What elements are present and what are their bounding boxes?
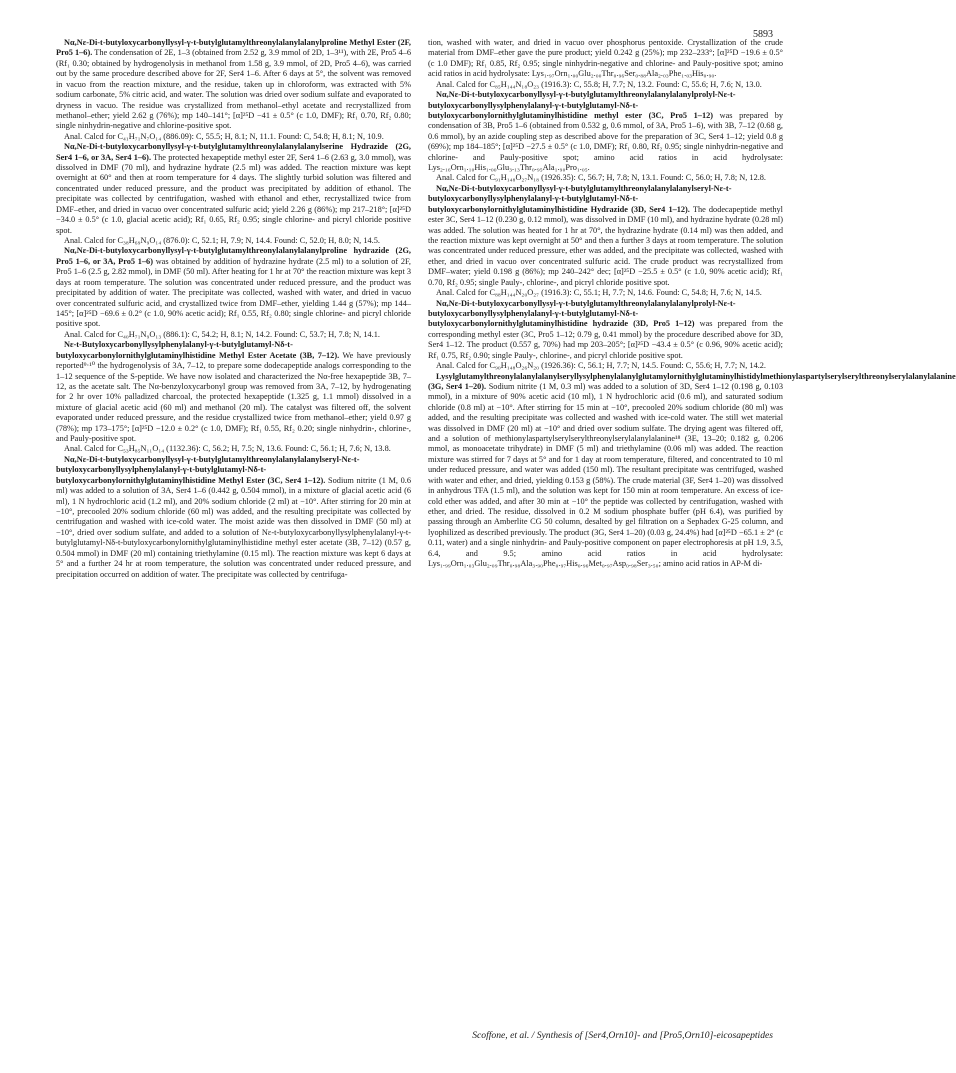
procedure-paragraph <box>56 38 411 132</box>
procedure-paragraph <box>428 90 783 173</box>
paragraph-text: Sodium nitrite (1 M, 0.3 ml) was added to a solution of 3D, Ser4 1–12 (0.198 g, 0.103 mmol), in a mixture of 90% acetic acid (10 ml), 1 N hydrochloric acid (0.6 ml), and saturated sodium chloride (0.8 ml) at −10°. After stirring for 15 min at −10°, precooled 20% sodium chloride (80 ml) was added, and the resulting precipitate was collected and washed with ice-cold water. The still wet material was dissolved in DMF (20 ml) at −10° and dried over sodium sulfate. The drying agent was filtered off, and a solution of methionylaspartylserylserylthreonylserylalanylalanine¹⁸ (3E, 13–20; 0.182 g, 0.206 mmol, as monoacetate trihydrate) in DMF (5 ml) and triethylamine (0.06 ml) was added. The reaction mixture was stirred for 7 days at 5° and for 1 day at room temperature, filtered, and concentrated to 10 ml under reduced pressure, and water was added (150 ml). The resultant precipitate was centrifuged, washed with water and ether, and dried, yielding 0.153 g (58%). The crude material (3F, Ser4 1–20) was dissolved in anhydrous TFA (1.5 ml), and the solution was kept for 150 min at room temperature. An excess of ice-cold ether was added, and after 30 min at −10° the peptide was collected by centrifugation, washed with ether, and dried. The residue, dissolved in 0.2 M sodium phosphate buffer (pH 6.4), was purified by passing through an Amberlite CG 50 column, desalted by gel filtration on a Sephadex G-25 column, and lyophilized as described previously. The product (3G, Ser4 1–20) (0.03 g, 24.4%) had [α]²⁵D −65.1 ± 2° (c 0.11, water) and a single ninhydrin- and Pauly-positive component on paper electrophoresis at pH 1.9, 3.5, 6.4, and 9.5; amino acid ratios in acid hydrolysate: Lys₁.₉₉Orn₁.₀₃Glu₂.₀₉Thr₀.₉₈Ala₃.₉₀Phe₀.₉₇His₀.₉₆Met₀.₉₇Asp₀.₉₈Ser₃.₅₀; amino acid ratios in AP-M di- <box>428 381 783 569</box>
compound-title: Nα,Nε-Di-t-butyloxycarbonyllysyl-γ-t-butylglutamylthreonylalanylalanylseryl-Nε-t-butyloxycarbonyllysylphenylalanyl-γ-t-butylglutamyl-Nδ-t-butyloxycarbonylornithylglutaminylhistidine Methyl Ester (3C, Ser4 1–12). <box>56 454 360 485</box>
procedure-paragraph <box>56 455 411 580</box>
paragraph-text: We have previously reported⁹·¹⁰ the hydrogenolysis of 3A, 7–12, to prepare some dodecapeptide analogs corresponding to the 1–12 sequence of the S-peptide. We have now isolated and characterized the Nα-free hexapeptide 3B, 7–12, as the acetate salt. The Nα-benzyloxycarbonyl group was removed from 3A, 7–12, by hydrogenating for 2 hr over 10% palladized charcoal, the protected hexapeptide (1.325 g, 1.1 mmol) dissolved in a mixture of glacial acetic acid (60 ml) and methanol (20 ml). The catalyst was filtered off, the solvent evaporated under reduced pressure, and the residue crystallized twice from methanol–ether; yield 0.97 g (78%); mp 173–175°; [α]²⁵D −12.0 ± 0.2° (c 1.0, DMF); Rf₁ 0.55, Rf₂ 0.20; single ninhydrin-, chlorine-, and Pauly-positive spot. <box>56 350 411 444</box>
compound-title: Nα,Nε-Di-t-butyloxycarbonyllysyl-γ-t-butylglutamylthreonylalanylalanylprolyl-Nε-t-butyloxycarbonyllysylphenylalanyl-γ-t-butylglutamyl-Nδ-t-butyloxycarbonylornithylglutaminylhistidine hydrazide (3D, Pro5 1–12) <box>428 298 736 329</box>
procedure-paragraph <box>56 246 411 329</box>
paragraph-text: was prepared from the corresponding methyl ester (3C, Pro5 1–12; 0.79 g, 0.41 mmol) by the procedure described above for 3D, Ser4 1–12. The product (0.557 g, 70%) had mp 203–205°; [α]²⁵D −43.4 ± 0.5° (c 0.96, 90% acetic acid); Rf₁ 0.75, Rf₂ 0.90; single Pauly-, chlorine-, and picryl chloride positive spot. <box>428 319 783 360</box>
paragraph-text: was obtained by addition of hydrazine hydrate (2.5 ml) to a solution of 2F, Pro5 1–6 (2.5 g, 2.82 mmol), in DMF (50 ml). After heating for 1 hr at 70° the reaction mixture was kept 3 days at room temperature. The solution was concentrated under reduced pressure, and the product was precipitated by addition of water. The precipitate was collected, washed with water, and dried in vacuo over concentrated sulfuric acid, and crystallized twice from DMF–ether, yielding 1.44 g (57%); mp 144–145°; [α]²⁵D −69.6 ± 0.2° (c 1.0, 90% acetic acid); Rf₁ 0.55, Rf₂ 0.80; single chlorine- and picryl chloride positive spot. <box>56 256 411 329</box>
procedure-paragraph <box>428 299 783 362</box>
paragraph-text: Anal. Calcd for C₈₅H₁₄₄N₁₈O₂₃ (1916.3): C, 55.8; H, 7.7; N, 13.2. Found: C, 55.6; H, 7.6; N, 13.0. <box>436 79 762 89</box>
left-column <box>56 38 411 1023</box>
analysis-paragraph <box>56 444 411 454</box>
running-footer: Scoffone, et al. / Synthesis of [Ser4,Orn10]- and [Pro5,Orn10]-eicosapeptides <box>472 1030 773 1041</box>
paragraph-text: The dodecapeptide methyl ester 3C, Ser4 1–12 (0.230 g, 0.12 mmol), was dissolved in DMF (10 ml), and hydrazine hydrate (0.28 ml) was added. The solution was heated for 1 hr at 70°, the hydrazine hydrate (0.14 ml) was then added, and the reaction mixture was kept overnight at 50° and then a further 3 days at room temperature. The solution was concentrated under reduced pressure, ether was added, and the precipitate was collected, washed with ether, and dried in vacuo over concentrated sulfuric acid. The crude product was recrystallized from DMF–water; yield 0.198 g (86%); mp 240–242° dec; [α]²⁵D −25.5 ± 0.5° (c 1.0, 90% acetic acid); Rf₁ 0.70, Rf₂ 0.95; single Pauly-, chlorine-, and picryl chloride positive spot. <box>428 204 783 287</box>
compound-title: Nε-t-Butyloxycarbonyllysylphenylalanyl-γ-t-butylglutamyl-Nδ-t-butyloxycarbonylornithylglutaminylhistidine Methyl Ester Acetate (3B, 7–12). <box>56 340 340 360</box>
analysis-paragraph <box>56 236 411 246</box>
paragraph-text: Anal. Calcd for C₈₈H₁₄₄N₂₀O₂₇ (1916.3): C, 55.1; H, 7.7; N, 14.6. Found: C, 54.8; H, 7.6; N, 14.5. <box>436 288 762 298</box>
paragraph-text: The condensation of 2E, 1–3 (obtained from 2.52 g, 3.9 mmol of 2D, 1–3¹¹), with 2E, Pro5 4–6 (Rf₁ 0.30; obtained by hydrogenolysis in methanol from 1.58 g, 3.9 mmol, of 2D, Pro5 4–6), was carried out by the same procedure described above for 2F, Ser4 1–6. After 6 days at 5°, the solvent was removed in vacuo from the reaction mixture, and the residue, taken up in chloroform, was extracted with 5% sodium carbonate, 5% citric acid, and water. The solution was dried over sodium sulfate and evaporated to dryness in vacuo. The residue was crystallized from methanol–ethyl acetate and recrystallized from methanol–ether; yield 2.62 g (76%); mp 140–141°; [α]²⁵D −41 ± 0.5° (c 1.0, DMF); Rf₁ 0.70, Rf₂ 0.80; single ninhydrin-negative and chlorine-positive spot. <box>56 48 411 131</box>
compound-title: Nα,Nε-Di-t-butyloxycarbonyllysyl-γ-t-butylglutamylthreonylalanylalanylserine Hydrazide (2G, Ser4 1–6, or 3A, Ser4 1–6). <box>56 142 411 162</box>
analysis-paragraph <box>56 132 411 142</box>
analysis-paragraph <box>428 288 783 298</box>
paragraph-text: Anal. Calcd for C₉₀H₁₄₈O₂₆N₂₀ (1926.36): C, 56.1; H, 7.7; N, 14.5. Found: C, 55.6; H, 7.7; N, 14.2. <box>436 361 767 371</box>
analysis-paragraph <box>56 330 411 340</box>
compound-title: Nα,Nε-Di-t-butyloxycarbonyllysyl-γ-t-butylglutamylthreonylalanylalanylseryl-Nε-t-butyloxycarbonyllysylphenylalanyl-γ-t-butylglutamyl-Nδ-t-butyloxycarbonylornithylglutaminylhistidine Hydrazide (3D, Ser4 1–12). <box>428 183 732 214</box>
paragraph-text: The protected hexapeptide methyl ester 2F, Ser4 1–6 (2.63 g, 3.0 mmol), was dissolved in DMF (70 ml), and hydrazine hydrate (2.5 ml) was added. The reaction mixture was kept overnight at 60° and then at room temperature for 4 days. The slightly turbid solution was filtered and concentrated under reduced pressure, and the product was precipitated by addition of ethanol. The precipitate was collected by centrifugation, washed with ethanol and ether, recrystallized twice from DMF–ether, and dried in vacuo over concentrated sulfuric acid; yield 2.26 g (86%); mp 217–218°; [α]²⁵D −34.0 ± 0.5° (c 1.0, glacial acetic acid); Rf₁ 0.65, Rf₂ 0.95; single chlorine- and picryl chloride positive spot. <box>56 152 411 235</box>
paragraph-text: Sodium nitrite (1 M, 0.6 ml) was added to a solution of 3A, Ser4 1–6 (0.442 g, 0.504 mmol), in a mixture of glacial acetic acid (6 ml), 1 N hydrochloric acid (1.2 ml), and 20% sodium chloride (2 ml) at −10°. After stirring for 20 min at −10°, precooled 20% sodium chloride (60 ml) was added, and the resulting precipitate was collected by centrifugation and washed with ice-cold water. The moist azide was then dissolved in DMF (50 ml) at −10°, dried over sodium sulfate, and added to a solution of Nε-t-butyloxycarbonyllysylphenylalanyl-γ-t-butylglutamyl-Nδ-t-butyloxycarbonylornithylglutaminylhistidine methyl ester acetate (3B, 7–12) (0.57 g, 0.504 mmol) in DMF (20 ml) containing triethylamine (0.15 ml). The reaction mixture was kept 6 days at 5° and a further 24 hr at room temperature, the solution was concentrated under reduced pressure, and precipitation occurred on addition of water. The precipitate was collected by centrifuga- <box>56 475 411 579</box>
analysis-paragraph <box>428 80 783 90</box>
procedure-paragraph <box>56 142 411 236</box>
compound-title: Nα,Nε-Di-t-butyloxycarbonyllysyl-γ-t-butylglutamylthreonylalanylalanylproline Methyl Ester (2F, Pro5 1–6). <box>56 38 411 58</box>
paragraph-text: Anal. Calcd for C₄₁H₇₁N₇O₁₄ (886.09): C, 55.5; H, 8.1; N, 11.1. Found: C, 54.8; H, 8.1; N, 10.9. <box>64 131 384 141</box>
compound-title: Nα,Nε-Di-t-butyloxycarbonyllysyl-γ-t-butylglutamylthreonylalanylalanylprolyl-Nε-t-butyloxycarbonyllysylphenylalanyl-γ-t-butylglutamyl-Nδ-t-butyloxycarbonylornithylglutaminylhistidine methyl ester (3C, Pro5 1–12) <box>428 90 736 120</box>
analysis-paragraph <box>428 173 783 183</box>
paragraph-text: was prepared by condensation of 3B, Pro5 1–6 (obtained from 0.532 g, 0.6 mmol, of 3A, Pro5 1–6), with 3B, 7–12 (0.68 g, 0.6 mmol), by an azide coupling step as described above for the preparation of 3C, Ser4 1–12; yield 0.8 g (69%); mp 184–185°; [α]²⁵D −27.5 ± 0.5° (c 1.0, DMF); Rf₁ 0.80, Rf₂ 0.95; single ninhydrin-negative and chlorine- and Pauly-positive spot; amino acid ratios in acid hydrolysate: Lys₂.₁₆Orn₁.₁₀His₁.₀₀Glu₃.₁₃Thr₀.₉₅Ala₁.₉₀Pro₁.₀₅. <box>428 110 783 173</box>
paragraph-text: Anal. Calcd for C₉₁H₁₄₈O₂₇N₁₈ (1926.35): C, 56.7; H, 7.8; N, 13.1. Found: C, 56.0; H, 7.8; N, 12.8. <box>436 173 767 183</box>
paragraph-text: Anal. Calcd for C₃₈H₆₉N₉O₁₄ (876.0): C, 52.1; H, 7.9; N, 14.4. Found: C, 52.0; H, 8.0; N, 14.5. <box>64 236 380 246</box>
article-body <box>56 38 956 1023</box>
paragraph-text: Anal. Calcd for C₄₀H₇₁N₉O₁₃ (886.1): C, 54.2; H, 8.1; N, 14.2. Found: C, 53.7; H, 7.8; N, 14.1. <box>64 329 380 339</box>
paragraph-text: tion, washed with water, and dried in vacuo over phosphorus pentoxide. Crystallization of the crude material from DMF–ether gave the pure product; yield 0.242 g (25%); mp 232–233°; [α]²⁵D −19.6 ± 0.5° (c 1.0 DMF); Rf₁ 0.85, Rf₂ 0.95; single ninhydrin-negative and chlorine- and Pauly-positive spot; amino acid ratios in acid hydrolysate: Lys₁.₉₇Orn₁.₀₀Glu₂.₀₀Thr₀.₉₆Ser₀.₈₈Ala₂.₀₃Phe₁.₀₃His₀.₉₀. <box>428 38 783 79</box>
paragraph-text: Anal. Calcd for C₅₃H₈₅N₁₁O₁₄ (1132.36): C, 56.2; H, 7.5; N, 13.6. Found: C, 56.1; H, 7.6; N, 13.8. <box>64 444 391 454</box>
procedure-paragraph <box>428 371 956 570</box>
continued-paragraph <box>428 38 783 80</box>
procedure-paragraph <box>56 340 411 444</box>
compound-title: Nα,Nε-Di-t-butyloxycarbonyllysyl-γ-t-butylglutamylthreonylalanylalanylproline hydrazide (2G, Pro5 1–6, or 3A, Pro5 1–6) <box>56 246 411 266</box>
procedure-paragraph <box>428 184 783 288</box>
right-column <box>428 38 956 1023</box>
analysis-paragraph <box>428 361 783 371</box>
page-number: 5893 <box>753 29 773 40</box>
compound-title: Lysylglutamylthreonylalanylalanylseryllysylphenylalanylglutamylornithylglutaminylhistidylmethionylaspartylserylserylthreonylserylalanylalanine (3G, Ser4 1–20). <box>428 371 956 391</box>
